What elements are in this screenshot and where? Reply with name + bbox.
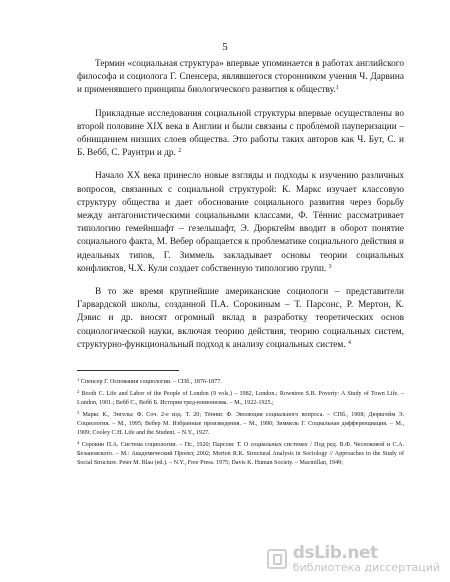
library-logo-icon	[267, 549, 287, 569]
footnote-text: Сорокин П.А. Система социологии. – Пг., 1920; Парсонс Т. О социальных системах / Под ред. В.Ф. Чесноковой и С.А. Белановского. – М.: Академический Проект, 2002; Merton R.K. Structural Analysis in Sociology // Approaches to the Study of Social Structure. Peter M. Blau (ed.). – N.Y., Free Press. 1975; Davis K. Human Society. – Macmillan, 1949;	[77, 442, 404, 466]
paragraph	[77, 108, 404, 161]
footnote-text: Маркс К., Энгельс Ф. Соч. 2-е изд. Т. 20; Тённис Ф. Эволюция социального вопроса. – СПб., 1908; Дюркгейм Э. Социология. – М., 1995; Вебер М. Избранные произведения. – М., 1990; Зиммель Г. Социальная дифференциация. – М., 1909; Cooley C.H. Life and the Student. – N.Y., 1927.	[77, 412, 404, 436]
footnote-ref[interactable]: 3	[328, 263, 332, 270]
footnote-ref[interactable]: 4	[347, 339, 351, 346]
footnote	[77, 378, 404, 387]
footnote-number: 1	[77, 377, 80, 382]
footnote-ref[interactable]: 2	[178, 148, 182, 155]
footnote	[77, 411, 404, 438]
footnote-number: 2	[77, 389, 80, 394]
footnote-text: Спенсер Г. Основания социологии. – СПб., 1876-1877.	[80, 379, 222, 385]
footnote-number: 3	[77, 410, 80, 415]
footnote-ref[interactable]: 1	[335, 85, 339, 92]
paragraph-text: В то же время крупнейшие американские социологи – представители Гарвардской школы, созданной П.А. Сорокиным – Т. Парсонс, Р. Мертон, К. Дэвис и др. вносят огромный вклад в разработку теоретических основ социологической науки, включая теорию действия, теорию социальных систем, структурно-функциональный подход к анализу социальных систем.	[77, 287, 404, 350]
paragraph	[77, 170, 404, 276]
footnote-separator	[77, 370, 179, 371]
paragraph	[77, 58, 404, 98]
paragraph	[77, 286, 404, 352]
footnote-text: Booth C. Life and Labor of the People of London (9 vols.) – 1982, London.; Rowntree S.B. Poverty: A Study of Town Life. – London, 1901.; Вебб С., Вебб Б. История тред-юнионизма. – М., 1922-1925.;	[77, 391, 404, 406]
watermark-text	[293, 544, 440, 574]
watermark-logo: dsLib.net	[292, 543, 378, 563]
footnote-number: 4	[77, 440, 80, 445]
paragraph-text: Термин «социальная структура» впервые упоминается в работах английского философа и социолога Г. Спенсера, являвшегося сторонником учения Ч. Дарвина и применявшего принципы биологического развития к обществу.	[77, 59, 404, 96]
footnote	[77, 390, 404, 408]
paragraph-text: Прикладные исследования социальной структуры впервые осуществлены во второй половине XIX века в Англии и были связаны с проблемой пауперизации – обнищанием низших слоев общества. Это работы таких авторов как Ч. Бут, С. и Б. Вебб, С. Раунтри и др.	[77, 108, 404, 159]
body-text	[77, 58, 404, 362]
watermark-subtitle: библиотека диссертаций	[292, 561, 440, 574]
footnotes	[77, 378, 404, 471]
footnote	[77, 441, 404, 468]
watermark	[267, 544, 440, 574]
page-number: 5	[222, 41, 228, 53]
paragraph-text: Начало XX века принесло новые взгляды и подходы к изучению различных вопросов, связанных с социальной структурой: К. Маркс изучает классовую структуру общества и дает обоснование социального развития через борьбу между антагонистическими социальными классами, Ф. Тённис рассматривает типологию гемейншафт – гезельшафт, Э. Дюркгейм вводит в оборот понятие социального факта, М. Вебер обращается к проблематике социального действия и идеальных типов, Г. Зиммель закладывает основы теории социальных конфликтов, Ч.Х. Кули создает собственную типологию групп.	[77, 171, 404, 274]
